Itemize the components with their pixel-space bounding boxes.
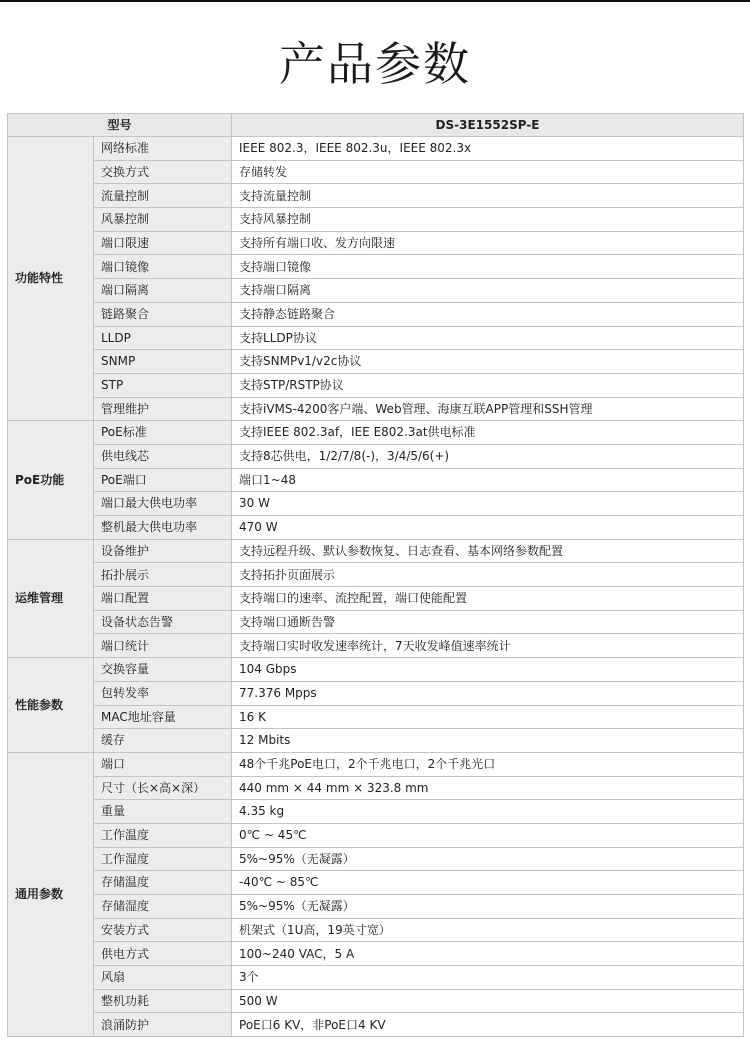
param-name: 整机最大供电功率 <box>94 516 232 540</box>
param-value: 端口1~48 <box>232 468 744 492</box>
param-value: 440 mm × 44 mm × 323.8 mm <box>232 776 744 800</box>
param-value: IEEE 802.3，IEEE 802.3u，IEEE 802.3x <box>232 137 744 161</box>
param-name: STP <box>94 373 232 397</box>
param-name: 风扇 <box>94 966 232 990</box>
param-name: PoE标准 <box>94 421 232 445</box>
param-name: 端口配置 <box>94 587 232 611</box>
param-value: 100~240 VAC，5 A <box>232 942 744 966</box>
table-row <box>8 350 744 374</box>
param-name: 缓存 <box>94 729 232 753</box>
param-value: 支持远程升级、默认参数恢复、日志查看、基本网络参数配置 <box>232 539 744 563</box>
param-name: 尺寸（长×高×深） <box>94 776 232 800</box>
table-row <box>8 634 744 658</box>
table-row <box>8 444 744 468</box>
table-row <box>8 895 744 919</box>
param-value: 支持8芯供电，1/2/7/8(-)，3/4/5/6(+) <box>232 444 744 468</box>
param-value: PoE口6 KV，非PoE口4 KV <box>232 1013 744 1037</box>
param-value: 5%~95%（无凝露） <box>232 847 744 871</box>
table-row <box>8 705 744 729</box>
table-row <box>8 729 744 753</box>
param-name: 网络标准 <box>94 137 232 161</box>
param-name: 包转发率 <box>94 681 232 705</box>
table-row <box>8 871 744 895</box>
table-row <box>8 966 744 990</box>
table-row <box>8 255 744 279</box>
param-value: 支持端口通断告警 <box>232 610 744 634</box>
table-row <box>8 326 744 350</box>
param-value: 支持端口的速率、流控配置，端口使能配置 <box>232 587 744 611</box>
table-row <box>8 468 744 492</box>
page-title: 产品参数 <box>279 37 471 91</box>
table-row <box>8 492 744 516</box>
param-name: 设备维护 <box>94 539 232 563</box>
param-value: 支持所有端口收、发方向限速 <box>232 231 744 255</box>
table-row <box>8 587 744 611</box>
table-row <box>8 681 744 705</box>
param-value: 机架式（1U高，19英寸宽） <box>232 918 744 942</box>
param-name: 工作湿度 <box>94 847 232 871</box>
param-name: 交换容量 <box>94 658 232 682</box>
table-row <box>8 397 744 421</box>
table-row <box>8 1013 744 1037</box>
param-value: 4.35 kg <box>232 800 744 824</box>
table-row <box>8 800 744 824</box>
param-name: 工作温度 <box>94 823 232 847</box>
table-row <box>8 279 744 303</box>
table-row <box>8 208 744 232</box>
param-name: 端口限速 <box>94 231 232 255</box>
model-value: DS-3E1552SP-E <box>232 114 744 137</box>
param-value: 77.376 Mpps <box>232 681 744 705</box>
table-header-row <box>8 114 744 137</box>
table-row <box>8 918 744 942</box>
param-value: 5%~95%（无凝露） <box>232 895 744 919</box>
param-name: 链路聚合 <box>94 302 232 326</box>
spec-table-body <box>8 114 744 1037</box>
param-value: 支持iVMS-4200客户端、Web管理、海康互联APP管理和SSH管理 <box>232 397 744 421</box>
param-name: PoE端口 <box>94 468 232 492</box>
table-row <box>8 563 744 587</box>
table-row <box>8 516 744 540</box>
category-cell: 功能特性 <box>8 137 94 421</box>
param-value: 3个 <box>232 966 744 990</box>
param-name: 浪涌防护 <box>94 1013 232 1037</box>
param-name: 流量控制 <box>94 184 232 208</box>
table-row <box>8 776 744 800</box>
param-value: 104 Gbps <box>232 658 744 682</box>
param-name: 端口 <box>94 752 232 776</box>
param-value: 支持流量控制 <box>232 184 744 208</box>
category-cell: 通用参数 <box>8 752 94 1036</box>
param-value: 支持端口镜像 <box>232 255 744 279</box>
param-value: 支持STP/RSTP协议 <box>232 373 744 397</box>
table-row <box>8 847 744 871</box>
param-value: 支持拓扑页面展示 <box>232 563 744 587</box>
param-value: 支持风暴控制 <box>232 208 744 232</box>
table-row <box>8 421 744 445</box>
param-value: 支持端口实时收发速率统计，7天收发峰值速率统计 <box>232 634 744 658</box>
param-name: LLDP <box>94 326 232 350</box>
table-row <box>8 137 744 161</box>
param-value: 支持IEEE 802.3af，IEE E802.3at供电标准 <box>232 421 744 445</box>
param-name: 设备状态告警 <box>94 610 232 634</box>
param-name: SNMP <box>94 350 232 374</box>
param-value: 支持静态链路聚合 <box>232 302 744 326</box>
param-name: 供电线芯 <box>94 444 232 468</box>
table-row <box>8 610 744 634</box>
param-value: 支持端口隔离 <box>232 279 744 303</box>
table-row <box>8 160 744 184</box>
param-value: -40℃ ~ 85℃ <box>232 871 744 895</box>
model-label: 型号 <box>8 114 232 137</box>
table-row <box>8 373 744 397</box>
param-name: 重量 <box>94 800 232 824</box>
param-name: 交换方式 <box>94 160 232 184</box>
param-value: 支持SNMPv1/v2c协议 <box>232 350 744 374</box>
table-row <box>8 942 744 966</box>
param-value: 48个千兆PoE电口，2个千兆电口，2个千兆光口 <box>232 752 744 776</box>
param-value: 30 W <box>232 492 744 516</box>
category-cell: 性能参数 <box>8 658 94 753</box>
param-name: 管理维护 <box>94 397 232 421</box>
table-row <box>8 989 744 1013</box>
param-value: 470 W <box>232 516 744 540</box>
param-name: 拓扑展示 <box>94 563 232 587</box>
category-cell: PoE功能 <box>8 421 94 539</box>
param-name: 风暴控制 <box>94 208 232 232</box>
param-name: 存储温度 <box>94 871 232 895</box>
table-row <box>8 231 744 255</box>
category-cell: 运维管理 <box>8 539 94 657</box>
param-value: 500 W <box>232 989 744 1013</box>
param-name: 端口统计 <box>94 634 232 658</box>
param-name: 端口镜像 <box>94 255 232 279</box>
table-row <box>8 752 744 776</box>
param-name: 端口隔离 <box>94 279 232 303</box>
param-value: 12 Mbits <box>232 729 744 753</box>
param-value: 支持LLDP协议 <box>232 326 744 350</box>
param-name: 整机功耗 <box>94 989 232 1013</box>
table-row <box>8 302 744 326</box>
table-row <box>8 823 744 847</box>
param-value: 存储转发 <box>232 160 744 184</box>
param-name: 端口最大供电功率 <box>94 492 232 516</box>
param-name: 供电方式 <box>94 942 232 966</box>
param-name: 安装方式 <box>94 918 232 942</box>
table-row <box>8 658 744 682</box>
table-row <box>8 184 744 208</box>
param-value: 0℃ ~ 45℃ <box>232 823 744 847</box>
table-row <box>8 539 744 563</box>
param-name: 存储湿度 <box>94 895 232 919</box>
spec-table <box>7 113 744 1037</box>
param-name: MAC地址容量 <box>94 705 232 729</box>
top-border <box>0 0 750 2</box>
param-value: 16 K <box>232 705 744 729</box>
